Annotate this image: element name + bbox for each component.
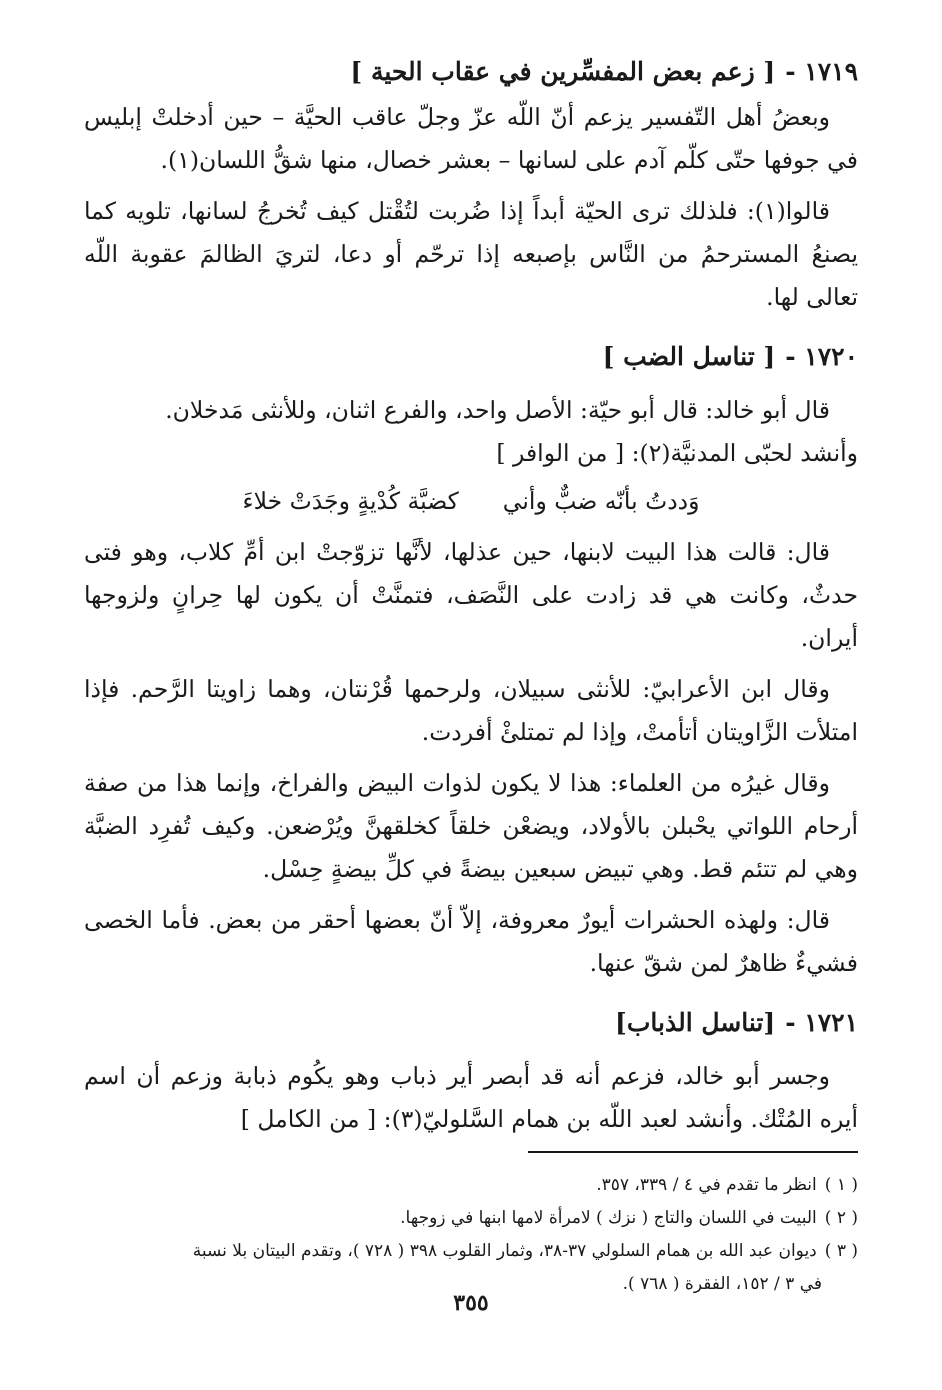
footnote [84,1169,858,1202]
text-line: وهي لم تتئم قط. وهي تبيض سبعين بيضةً في كلِّ بيضةٍ حِسْل. [262,855,858,883]
footnote-text: ديوان عبد الله بن همام السلولي ٣٧-٣٨، وثمار القلوب ٣٩٨ ( ٧٢٨ )، وتقدم البيتان بلا نسبة [192,1241,817,1261]
text-line: وبعضُ أهل التّفسير يزعم أنّ اللّه عزّ وجلّ عاقب الحيَّة – حين أدخلتْ إبليس [84,103,830,131]
text-line: قال: ولهذه الحشرات أيورٌ معروفة، إلاّ أنّ بعضها أحقر من بعض. فأما الخصى [84,906,830,934]
text-line: وجسر أبو خالد، فزعم أنه قد أبصر أير ذباب وهو يكُوم ذبابة وزعم أن اسم أيره [84,1062,858,1133]
section-heading-1720 [84,333,858,381]
section-title: [تناسل الذباب] [615,1008,776,1037]
section-title: [ زعم بعض المفسِّرين في عقاب الحية ] [350,57,776,86]
section-number: ١٧١٩ - [785,57,858,86]
paragraph [84,531,858,660]
text-line: فشيءٌ ظاهرٌ لمن شقّ عنها. [589,949,858,977]
footnote-number: ( ٣ ) [824,1241,858,1261]
paragraph [84,190,858,319]
text-line: وأنشد لحبّى المدنيَّة(٢): [ من الوافر ] [496,439,858,467]
paragraph [84,762,858,891]
text-line: امتلأت الزَّاويتان أتأمتْ، وإذا لم تمتلئْ أفردت. [421,718,858,746]
text-line: قالوا(١): فلذلك ترى الحيّة أبداً إذا ضُربت لتُقْتل كيف تُخرجُ لسانها، تلويه [125,197,830,225]
paragraph [84,96,858,182]
footnote-number: ( ١ ) [824,1175,858,1195]
section-number: ١٧٢١ - [785,1008,858,1037]
text-line: كما يصنعُ المسترحمُ من النَّاس بإصبعه إذا ترحّم أو دعا، لتريَ الظالمَ عقوبة اللّه [84,197,858,268]
section-heading-1721 [84,999,858,1047]
page-number: ٣٥٥ [453,1290,489,1316]
footnote-text: في ٣ / ١٥٢، الفقرة ( ٧٦٨ ). [622,1274,822,1294]
text-line: تعالى لها. [766,283,858,311]
paragraph [84,432,858,475]
text-line: في جوفها حتّى كلّم آدم على لسانها – بعشر خصال، منها شقُّ اللسان(١). [160,146,858,174]
text-line: أرحام اللواتي يحْبلن بالأولاد، ويضعْن خلقاً كخلقهنَّ ويُرْضعن. وكيف تُفرِد الضبَّة [84,812,858,840]
paragraph [84,899,858,985]
poem-verse [84,477,858,525]
footnote [84,1235,858,1268]
paragraph [84,1055,858,1141]
paragraph [84,389,858,432]
text-line: قال أبو خالد: قال أبو حيّة: الأصل واحد، والفرع اثنان، وللأنثى مَدخلان. [165,396,830,424]
section-number: ١٧٢٠ - [785,342,858,371]
footnote [84,1202,858,1235]
text-line: قال: قالت هذا البيت لابنها، حين عذلها، لأنَّها تزوّجتْ ابن أمِّ كلاب، وهو [132,538,830,566]
section-title: [ تناسل الضب ] [602,342,776,371]
text-line: المُتْك. وأنشد لعبد اللّه بن همام السَّلوليّ(٣): [ من الكامل ] [240,1105,813,1133]
footnote-number: ( ٢ ) [824,1208,858,1228]
paragraph [84,668,858,754]
page-body [84,48,858,1301]
text-line: فتى حدثٌ، وكانت هي قد زادت على النَّصَف، فتمنَّتْ أن يكون لها حِرانٍ ولزوجها أيران. [84,538,858,652]
verse-first-hemistich: وَددتُ بأنّه ضبٌّ وأني [502,487,700,515]
text-line: وقال ابن الأعرابيّ: للأنثى سبيلان، ولرحمها قُرْنتان، وهما زاويتا الرَّحم. فإذا [84,675,830,703]
verse-second-hemistich: كضبَّة كُدْيةٍ وجَدَتْ خلاءَ [242,487,459,515]
text-line: وقال غيرُه من العلماء: هذا لا يكون لذوات البيض والفراخ، وإنما هذا من صفة [84,769,830,797]
footnote-text: البيت في اللسان والتاج ( نزك ) لامرأة لامها ابنها في زوجها. [400,1208,817,1228]
section-heading-1719 [84,48,858,96]
footnote-text: انظر ما تقدم في ٤ / ٣٣٩، ٣٥٧. [596,1175,817,1195]
footnote-divider [528,1151,858,1153]
